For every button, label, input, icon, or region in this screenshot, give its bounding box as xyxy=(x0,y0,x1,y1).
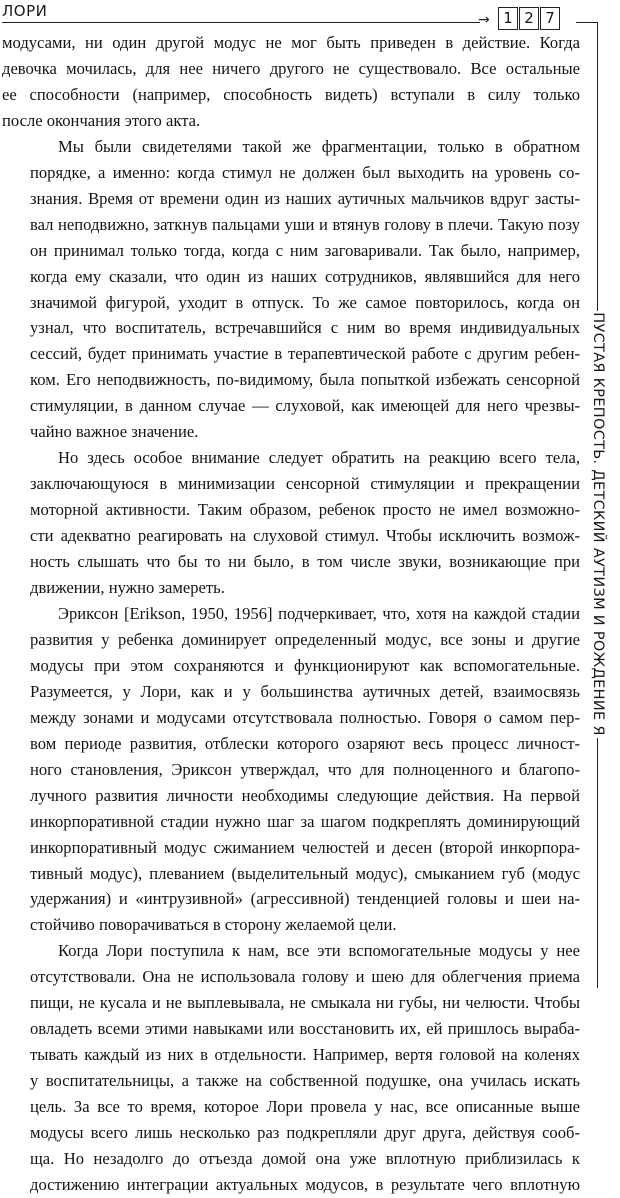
text-line: вал неподвижно, заткнув пальцами уши и втянув голову в плечи. Такую позу xyxy=(30,214,580,234)
text-line: цель. За все то время, которое Лори провела у нас, все описанные выше xyxy=(30,1097,580,1117)
text-line: ща. Но незадолго до отъезда домой она уже вплотную приблизилась к xyxy=(30,1148,580,1168)
text-line: Эриксон [Erikson, 1950, 1956] подчеркивает, что, хотя на каждой стадии xyxy=(58,603,580,623)
text-line: после окончания этого акта. xyxy=(2,110,201,130)
text-line: девочка мочилась, для нее ничего другого не существовало. Все остальные xyxy=(2,58,580,78)
text-line: модусы при этом сохраняются и функционируют как вспомогательные. xyxy=(30,655,580,675)
text-line: инкорпоративной стадии нужно шаг за шагом подкреплять доминирующий xyxy=(30,811,580,831)
text-line: Но здесь особое внимание следует обратить на реакцию всего тела, xyxy=(58,448,580,468)
text-line: стимуляции, в данном случае — слуховой, как имеющей для него чрезвы- xyxy=(30,396,580,416)
text-line: Мы были свидетелями такой же фрагментации, только в обратном xyxy=(58,136,580,156)
text-line: стойчиво поворачиваться в сторону желаемой цели. xyxy=(30,915,397,935)
text-line: узнал, что воспитатель, встречавшийся с ним во время индивидуальных xyxy=(30,318,580,338)
arrow-icon: → xyxy=(478,12,490,28)
text-line: чайно важное значение. xyxy=(30,422,199,442)
text-line: инкорпоративный модус сжиманием челюстей и десен (второй инкорпора- xyxy=(30,837,580,857)
text-line: он принимал только тогда, когда с ним заговаривали. Так было, например, xyxy=(30,240,580,260)
paragraph xyxy=(2,601,580,938)
paragraph xyxy=(2,938,580,1198)
text-line: модусами, ни один другой модус не мог быть приведен в действие. Когда xyxy=(2,33,580,52)
text-line: пищи, не кусала и не выплевывала, не смыкала ни губы, ни челюсти. Чтобы xyxy=(30,993,580,1013)
text-line: когда ему сказали, что один из наших сотрудников, являвшийся для него xyxy=(30,266,580,286)
text-line: заключающуюся в минимизации сенсорной стимуляции и прекращении xyxy=(30,474,580,494)
text-line: между зонами и модусами отсутствовала полностью. Говоря о самом пер- xyxy=(30,707,580,727)
text-line: тивный модус), плеванием (выделительный модус), смыканием губ (модус xyxy=(30,863,580,883)
text-line: овладеть всеми этими навыками или восстановить их, ей пришлось выраба- xyxy=(30,1019,580,1039)
text-line: удержания) и «интрузивной» (агрессивной) тенденцией головы и шеи на- xyxy=(30,889,580,909)
text-line: развития у ребенка доминирует определенный модус, все зоны и другие xyxy=(30,629,580,649)
text-line: отсутствовали. Она не использовала голову и шею для облегчения приема xyxy=(30,967,580,987)
running-head: ЛОРИ xyxy=(2,2,48,20)
text-line: сти адекватно реагировать на слуховой стимул. Чтобы исключить возмож- xyxy=(30,526,580,546)
text-line: вом периоде развития, отблески которого озаряют весь процесс личност- xyxy=(30,733,580,753)
page-digit: 7 xyxy=(540,7,560,30)
text-line: сессий, будет принимать участие в терапевтической работе с другим ребен- xyxy=(30,344,580,364)
page-digit: 2 xyxy=(519,7,539,30)
book-title: ПУСТАЯ КРЕПОСТЬ. ДЕТСКИЙ АУТИЗМ И РОЖДЕНИЕ Я xyxy=(590,312,606,736)
paragraph xyxy=(2,445,580,601)
side-rule-top xyxy=(597,23,598,311)
text-line: тывать каждый из них в отдельности. Например, вертя головой на коленях xyxy=(30,1045,580,1065)
text-line: знания. Время от времени один из наших аутичных мальчиков вдруг засты- xyxy=(30,188,580,208)
body-text xyxy=(2,30,580,1198)
text-line: модусы всего лишь несколько раз подкрепляли друг друга, действуя сооб- xyxy=(30,1123,580,1143)
text-line: ком. Его неподвижность, по-видимому, была попыткой избежать сенсорной xyxy=(30,370,580,390)
text-line: ного становления, Эриксон утверждал, что для полноценного и благопо- xyxy=(30,759,580,779)
header-rule-right xyxy=(576,22,598,23)
text-line: Когда Лори поступила к нам, все эти вспомогательные модусы у нее xyxy=(58,941,580,961)
header-rule xyxy=(2,22,480,23)
page-number xyxy=(498,7,561,30)
text-line: у воспитательницы, а также на собственной подушке, она училась искать xyxy=(30,1071,580,1091)
text-line: движении, нужно замереть. xyxy=(30,578,225,598)
side-rule-bottom xyxy=(597,738,598,988)
text-line: порядке, а именно: когда стимул не должен был выходить на уровень со- xyxy=(30,162,580,182)
page-digit: 1 xyxy=(498,7,518,30)
text-line: значимой фигурой, уходит в отпуск. То же самое повторилось, когда он xyxy=(30,292,580,312)
text-line: достижению интеграции актуальных модусов, в результате чего вплотную xyxy=(30,1174,580,1194)
text-line: Разумеется, у Лори, как и у большинства аутичных детей, взаимосвязь xyxy=(30,681,580,701)
text-line: моторной активности. Таким образом, ребенок просто не имел возможно- xyxy=(30,500,580,520)
text-line: ность слышать что бы то ни было, в том числе звуки, возникающие при xyxy=(30,552,580,572)
paragraph xyxy=(2,134,580,445)
text-line: ее способности (например, способность видеть) вступали в силу только xyxy=(2,84,580,104)
text-line: лучного развития личности необходимы следующие действия. На первой xyxy=(30,785,580,805)
paragraph xyxy=(2,30,580,134)
